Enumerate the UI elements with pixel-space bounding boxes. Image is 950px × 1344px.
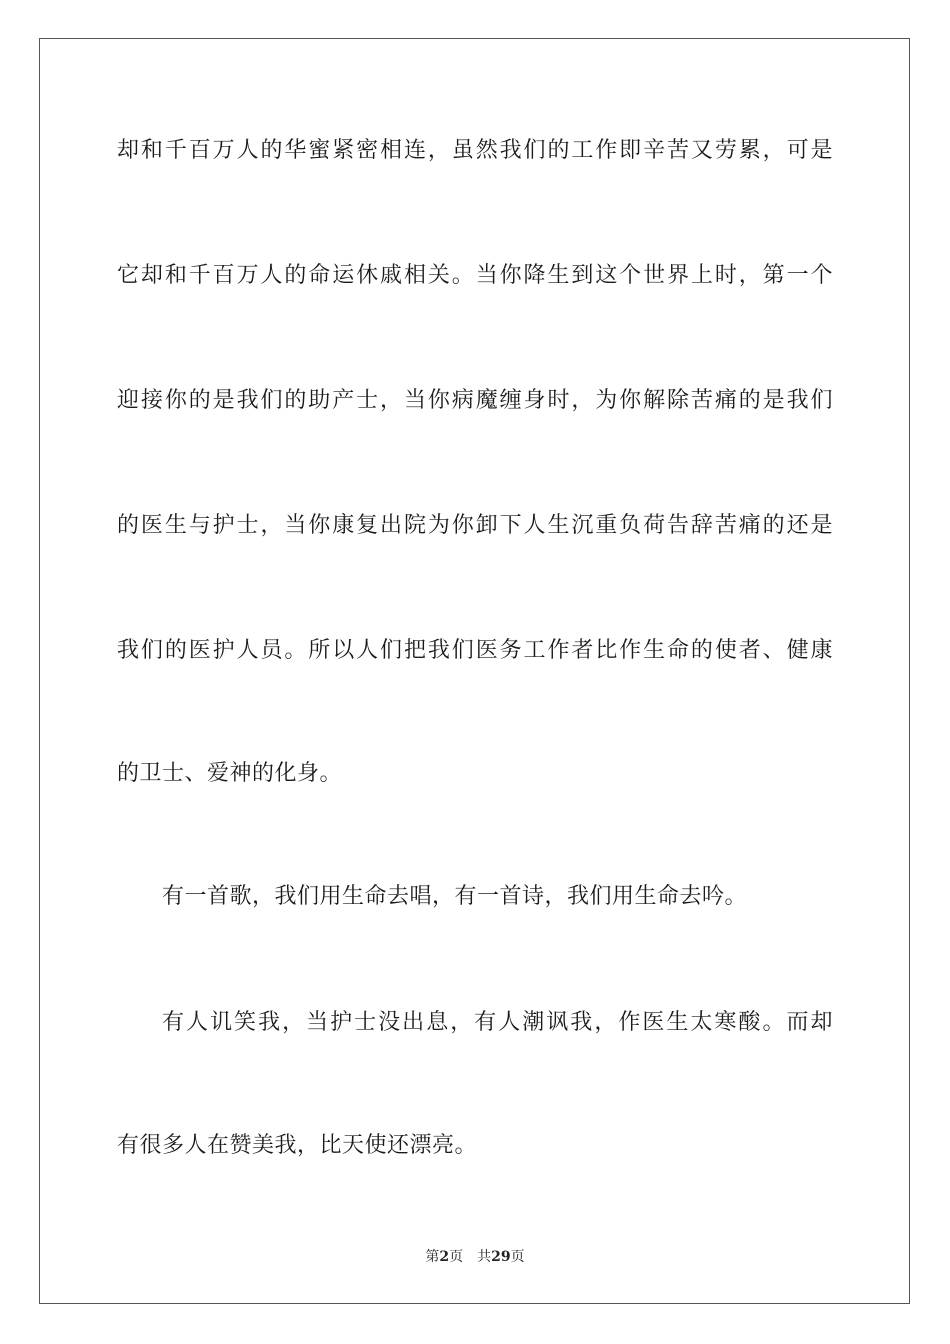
page-border xyxy=(39,38,910,1304)
total-prefix: 共 xyxy=(477,1249,492,1265)
total-pages: 29 xyxy=(491,1249,511,1265)
paragraph-line-5: 我们的医护人员。所以人们把我们医务工作者比作生命的使者、健康 xyxy=(117,638,833,663)
paragraph-line-7: 有一首歌，我们用生命去唱，有一首诗，我们用生命去吟。 xyxy=(162,884,748,909)
total-suffix: 页 xyxy=(510,1249,525,1265)
paragraph-line-9: 有很多人在赞美我，比天使还漂亮。 xyxy=(117,1133,478,1158)
paragraph-line-4: 的医生与护士，当你康复出院为你卸下人生沉重负荷告辞苦痛的还是 xyxy=(117,513,833,538)
paragraph-line-2: 它却和千百万人的命运休戚相关。当你降生到这个世界上时，第一个 xyxy=(117,263,833,288)
page-number: 2 xyxy=(439,1249,450,1265)
page-suffix: 页 xyxy=(449,1249,464,1265)
paragraph-line-6: 的卫士、爱神的化身。 xyxy=(117,761,343,786)
paragraph-line-8: 有人讥笑我，当护士没出息，有人潮讽我，作医生太寒酸。而却 xyxy=(162,1010,833,1035)
page-prefix: 第 xyxy=(425,1249,440,1265)
page-footer xyxy=(0,1247,950,1267)
paragraph-line-3: 迎接你的是我们的助产士，当你病魔缠身时，为你解除苦痛的是我们 xyxy=(117,388,833,413)
paragraph-line-1: 却和千百万人的华蜜紧密相连，虽然我们的工作即辛苦又劳累，可是 xyxy=(117,138,833,163)
